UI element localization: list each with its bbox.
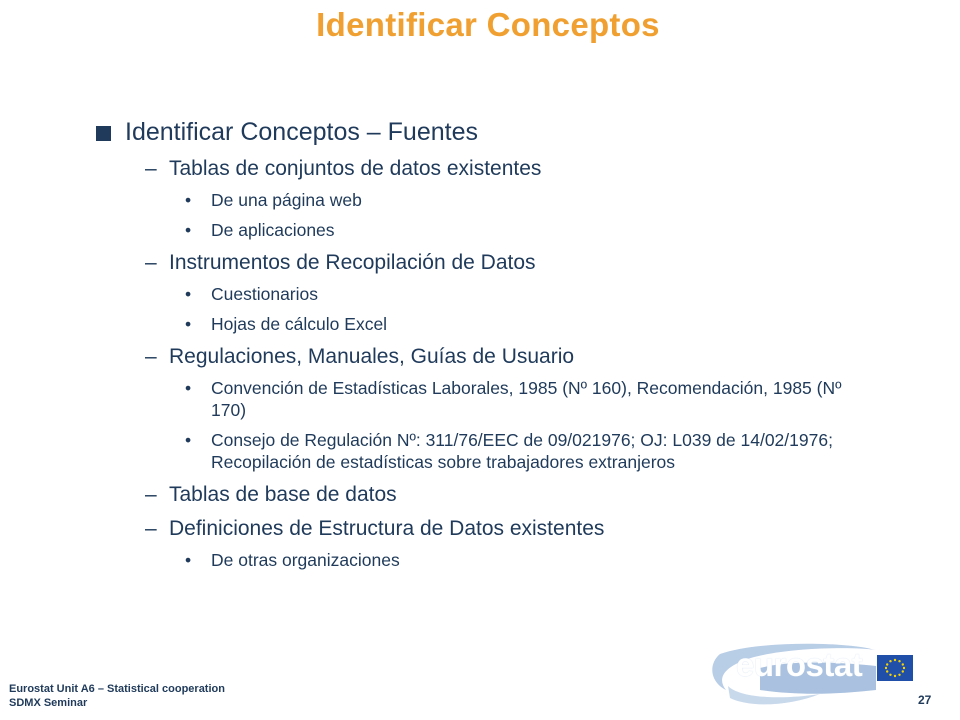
sub-sub-bullet-text: Consejo de Regulación Nº: 311/76/EEC de 09/021976; OJ: L039 de 14/02/1976; Recopilación de estadísticas sobre trabajadores extranjeros [211, 430, 833, 472]
sub-bullet-text: Regulaciones, Manuales, Guías de Usuario [169, 345, 575, 368]
sub-sub-bullet-text: Hojas de cálculo Excel [211, 314, 388, 334]
sub-bullet [145, 516, 876, 541]
dot-marker: • [185, 220, 192, 240]
sub-bullet [145, 482, 876, 507]
footer-credits [9, 682, 225, 710]
sub-sub-bullet [185, 219, 876, 241]
sub-sub-bullet [185, 429, 876, 473]
dot-marker: • [185, 314, 192, 334]
footer-unit: Eurostat Unit A6 – Statistical cooperation [9, 683, 225, 695]
dash-marker: – [145, 157, 157, 180]
dot-marker: • [185, 550, 192, 570]
eu-flag-icon [877, 655, 913, 681]
slide-title: Identificar Conceptos [316, 6, 660, 43]
sub-sub-bullet-text: Convención de Estadísticas Laborales, 1985 (Nº 160), Recomendación, 1985 (Nº 170) [211, 378, 842, 420]
sub-bullet-text: Tablas de base de datos [169, 483, 397, 506]
eurostat-logo [700, 640, 920, 715]
square-bullet-icon [96, 126, 111, 141]
dot-marker: • [185, 430, 192, 450]
sub-sub-bullet-text: De otras organizaciones [211, 550, 400, 570]
bullet-main [96, 118, 876, 147]
sub-bullet-text: Definiciones de Estructura de Datos existentes [169, 517, 605, 540]
dash-marker: – [145, 345, 157, 368]
dot-marker: • [185, 284, 192, 304]
dot-marker: • [185, 190, 192, 210]
sub-bullet [145, 156, 876, 181]
footer-seminar: SDMX Seminar [9, 697, 88, 709]
sub-sub-bullet [185, 313, 876, 335]
sub-sub-bullet-text: De aplicaciones [211, 220, 335, 240]
dot-marker: • [185, 378, 192, 398]
dash-marker: – [145, 517, 157, 540]
dash-marker: – [145, 251, 157, 274]
sub-sub-bullet [185, 189, 876, 211]
dash-marker: – [145, 483, 157, 506]
sub-sub-bullet [185, 377, 876, 421]
sub-sub-bullet-text: Cuestionarios [211, 284, 318, 304]
sub-sub-bullet-text: De una página web [211, 190, 362, 210]
sub-sub-bullet [185, 283, 876, 305]
slide-body [96, 118, 876, 571]
page-number: 27 [918, 693, 932, 707]
logo-wordmark: eurostat [736, 646, 863, 683]
bullet-main-text: Identificar Conceptos – Fuentes [125, 118, 478, 146]
sub-bullet [145, 344, 876, 369]
sub-bullet [145, 250, 876, 275]
sub-sub-bullet [185, 549, 876, 571]
sub-bullet-text: Instrumentos de Recopilación de Datos [169, 251, 536, 274]
sub-bullet-text: Tablas de conjuntos de datos existentes [169, 157, 542, 180]
